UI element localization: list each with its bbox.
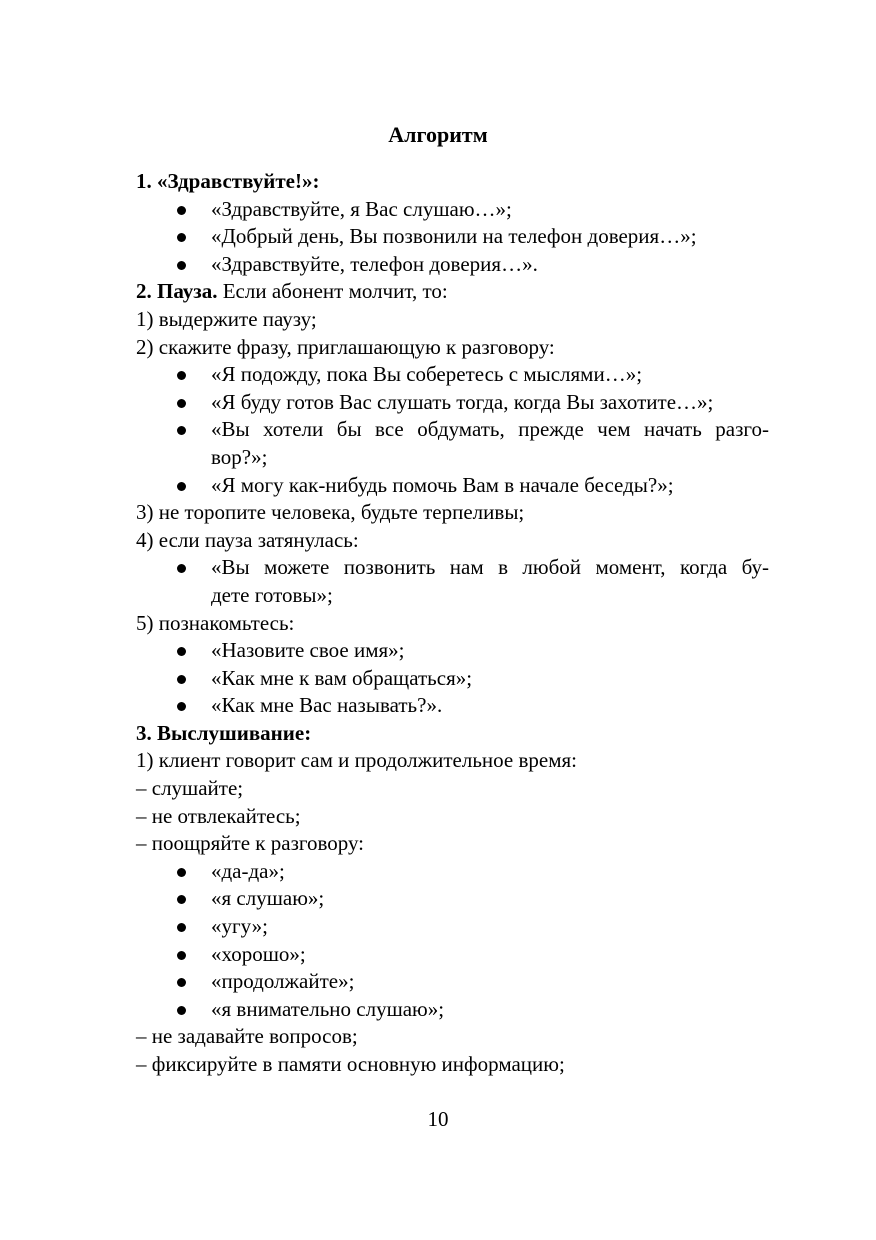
- list-item-text: «Я буду готов Вас слушать тогда, когда Вы захотите…»;: [211, 389, 714, 414]
- list-item-text: «я внимательно слушаю»;: [211, 996, 445, 1021]
- list-item-text: «Я могу как-нибудь помочь Вам в начале беседы?»;: [211, 472, 674, 497]
- section-2-step-2-bullet-list: [136, 361, 769, 499]
- list-item: [136, 472, 769, 500]
- list-item-text-line-1: «Вы можете позвонить нам в любой момент, когда бу-: [211, 555, 769, 580]
- document-body: [136, 168, 769, 1079]
- list-item: [136, 858, 769, 886]
- list-item: [136, 554, 769, 609]
- list-item: [136, 637, 769, 665]
- section-1-bullet-list: [136, 196, 769, 279]
- list-item-text: «Назовите свое имя»;: [211, 638, 405, 663]
- list-item-text: «Как мне к вам обращаться»;: [211, 665, 473, 690]
- list-item: [136, 196, 769, 224]
- bullet-icon: [177, 399, 186, 408]
- list-item-text-line-2: вор?»;: [211, 444, 268, 469]
- section-2-step-4: 4) если пауза затянулась:: [136, 527, 359, 552]
- section-2-intro-text: Если абонент молчит, то:: [217, 279, 448, 304]
- list-item-text: [211, 554, 769, 609]
- list-item: [136, 968, 769, 996]
- section-3-dash-item: – поощряйте к разговору:: [136, 831, 365, 856]
- bullet-icon: [177, 675, 186, 684]
- section-2-step-2: 2) скажите фразу, приглашающую к разговору:: [136, 334, 555, 359]
- section-3-heading: 3. Выслушивание:: [136, 720, 312, 745]
- bullet-icon: [177, 261, 186, 270]
- bullet-icon: [177, 371, 186, 380]
- section-2-step-1: 1) выдержите паузу;: [136, 306, 317, 331]
- list-item-text: [211, 416, 769, 471]
- bullet-icon: [177, 868, 186, 877]
- list-item: [136, 665, 769, 693]
- list-item-text-line-1: «Вы хотели бы все обдумать, прежде чем начать разго-: [211, 417, 769, 442]
- list-item-text: «Здравствуйте, я Вас слушаю…»;: [211, 196, 512, 221]
- list-item-text: «Я подожду, пока Вы соберетесь с мыслями…»;: [211, 362, 643, 387]
- list-item: [136, 941, 769, 969]
- bullet-icon: [177, 702, 186, 711]
- bullet-icon: [177, 895, 186, 904]
- section-2-step-5: 5) познакомьтесь:: [136, 610, 295, 635]
- section-3-encourage-list: [136, 858, 769, 1024]
- section-2-step-4-bullet-list: [136, 554, 769, 609]
- list-item: [136, 251, 769, 279]
- list-item-text: «хорошо»;: [211, 941, 306, 966]
- list-item-text: «да-да»;: [211, 858, 285, 883]
- bullet-icon: [177, 482, 186, 491]
- bullet-icon: [177, 564, 186, 573]
- list-item-text: «Как мне Вас называть?».: [211, 693, 443, 718]
- page-number: 10: [427, 1107, 449, 1131]
- bullet-icon: [177, 923, 186, 932]
- list-item: [136, 416, 769, 471]
- section-2-heading: 2. Пауза.: [136, 279, 218, 304]
- section-2-intro: [136, 278, 769, 306]
- list-item-text-line-2: дете готовы»;: [211, 582, 333, 607]
- section-3-dash-item: – не отвлекайтесь;: [136, 803, 301, 828]
- list-item-text: «Здравствуйте, телефон доверия…».: [211, 251, 538, 276]
- list-item-text: «Добрый день, Вы позвонили на телефон доверия…»;: [211, 224, 697, 249]
- bullet-icon: [177, 233, 186, 242]
- section-2-step-5-bullet-list: [136, 637, 769, 720]
- list-item: [136, 223, 769, 251]
- bullet-icon: [177, 951, 186, 960]
- section-3-dash-item: – фиксируйте в памяти основную информацию;: [136, 1052, 565, 1076]
- list-item: [136, 389, 769, 417]
- section-3-dash-item: – слушайте;: [136, 776, 244, 801]
- section-2-step-3: 3) не торопите человека, будьте терпеливы;: [136, 500, 525, 525]
- bullet-icon: [177, 426, 186, 435]
- list-item: [136, 885, 769, 913]
- list-item: [136, 996, 769, 1024]
- list-item: [136, 913, 769, 941]
- page-title: Алгоритм: [388, 122, 488, 147]
- section-3-step-1: 1) клиент говорит сам и продолжительное время:: [136, 748, 578, 773]
- list-item-text: «продолжайте»;: [211, 969, 355, 994]
- bullet-icon: [177, 1006, 186, 1015]
- bullet-icon: [177, 206, 186, 215]
- bullet-icon: [177, 978, 186, 987]
- section-1-heading: 1. «Здравствуйте!»:: [136, 169, 320, 193]
- list-item: [136, 692, 769, 720]
- bullet-icon: [177, 647, 186, 656]
- list-item-text: «я слушаю»;: [211, 886, 325, 911]
- list-item: [136, 361, 769, 389]
- section-3-dash-item: – не задавайте вопросов;: [136, 1024, 358, 1049]
- list-item-text: «угу»;: [211, 914, 268, 939]
